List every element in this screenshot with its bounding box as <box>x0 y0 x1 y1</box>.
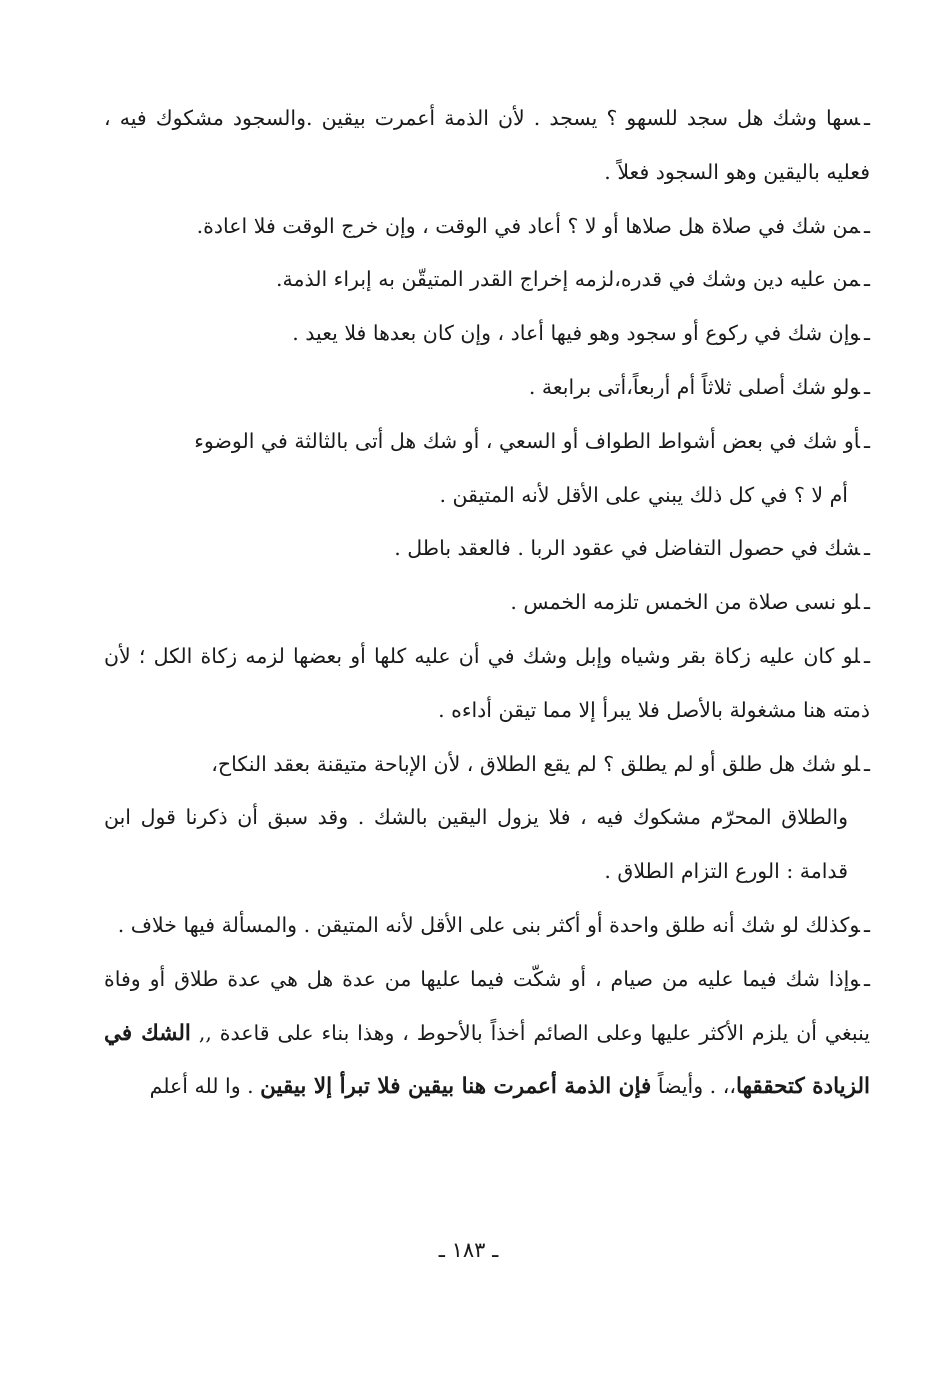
bold-conclusion-text: فإن الذمة أعمرت هنا بيقين فلا تبرأ إلا بيقين <box>260 1074 652 1100</box>
bullet-dash: ـ <box>863 912 870 937</box>
paragraph-text: وإذا شك فيما عليه من صيام ، أو شكّت فيما عليها من عدة هل هي عدة طلاق أو وفاة ينبغي أن يلزم الأكثر عليها وعلى الصائم أخذاً بالأحوط ، وهذا بناء على قاعدة ,, <box>104 966 870 1045</box>
paragraph-text: وكذلك لو شك أنه طلق واحدة أو أكثر بنى على الأقل لأنه المتيقن . والمسألة فيها خلاف . <box>117 912 860 937</box>
paragraph-text: من شك في صلاة هل صلاها أو لا ؟ أعاد في الوقت ، وإن خرج الوقت فلا اعادة. <box>196 213 860 238</box>
bullet-dash: ـ <box>863 428 870 453</box>
paragraph-text: سها وشك هل سجد للسهو ؟ يسجد . لأن الذمة أعمرت بيقين .والسجود مشكوك فيه ، فعليه باليقين وهو السجود فعلاً . <box>104 106 870 184</box>
paragraph-text: أم لا ؟ في كل ذلك يبني على الأقل لأنه المتيقن . <box>439 482 848 507</box>
paragraph-text: من عليه دين وشك في قدره،لزمه إخراج القدر المتيقّن به إبراء الذمة. <box>275 267 860 292</box>
bold-rule-text: الشك في الزيادة كتحققها <box>104 1020 870 1100</box>
paragraph-tawaf-doubt <box>104 415 870 469</box>
paragraph-riba-doubt <box>104 522 870 576</box>
paragraph-rakat-doubt <box>104 361 870 415</box>
bullet-dash: ـ <box>863 213 870 238</box>
paragraph-ruku-doubt <box>104 307 870 361</box>
paragraph-text: لو كان عليه زكاة بقر وشياه وإبل وشك في أن عليه كلها أو بعضها لزمه زكاة الكل ؛ لأن ذمته هنا مشغولة بالأصل فلا يبرأ إلا مما تيقن أداءه . <box>104 643 870 722</box>
paragraph-tawaf-continuation <box>104 469 870 523</box>
paragraph-text: وإن شك في ركوع أو سجود وهو فيها أعاد ، وإن كان بعدها فلا يعيد . <box>292 321 860 346</box>
bullet-dash: ـ <box>863 751 870 776</box>
paragraph-fasting-idda <box>104 953 870 1114</box>
paragraph-sujud-sahw <box>104 92 870 200</box>
paragraph-talaq-continuation <box>104 791 870 899</box>
paragraph-text: والطلاق المحرّم مشكوك فيه ، فلا يزول اليقين بالشك . وقد سبق أن ذكرنا قول ابن قدامة : الورع التزام الطلاق . <box>104 805 848 884</box>
paragraph-text: شك في حصول التفاضل في عقود الربا . فالعقد باطل . <box>394 536 860 561</box>
bullet-dash: ـ <box>863 590 870 615</box>
paragraph-zakat-doubt <box>104 630 870 738</box>
paragraph-salah-doubt <box>104 200 870 254</box>
paragraph-text: ولو شك أصلى ثلاثاً أم أربعاً،أتى برابعة . <box>528 374 860 399</box>
paragraph-talaq-doubt <box>104 738 870 792</box>
paragraph-text: ،، . وأيضاً <box>657 1074 736 1099</box>
bullet-dash: ـ <box>863 374 870 399</box>
bullet-dash: ـ <box>863 267 870 292</box>
bullet-dash: ـ <box>863 106 870 130</box>
bullet-dash: ـ <box>863 966 870 991</box>
page-number: ـ ١٨٣ ـ <box>438 1238 499 1262</box>
paragraph-text: لو نسى صلاة من الخمس تلزمه الخمس . <box>510 590 860 615</box>
paragraph-text: . وا لله أعلم <box>149 1074 254 1099</box>
bullet-dash: ـ <box>863 536 870 561</box>
bullet-dash: ـ <box>863 321 870 346</box>
paragraph-debt-doubt <box>104 253 870 307</box>
page-body <box>104 92 870 1114</box>
bullet-dash: ـ <box>863 643 870 668</box>
paragraph-forgotten-prayer <box>104 576 870 630</box>
paragraph-text: أو شك في بعض أشواط الطواف أو السعي ، أو شك هل أتى بالثالثة في الوضوء <box>194 428 860 453</box>
paragraph-text: لو شك هل طلق أو لم يطلق ؟ لم يقع الطلاق ، لأن الإباحة متيقنة بعقد النكاح، <box>211 751 860 776</box>
paragraph-talaq-count <box>104 899 870 953</box>
